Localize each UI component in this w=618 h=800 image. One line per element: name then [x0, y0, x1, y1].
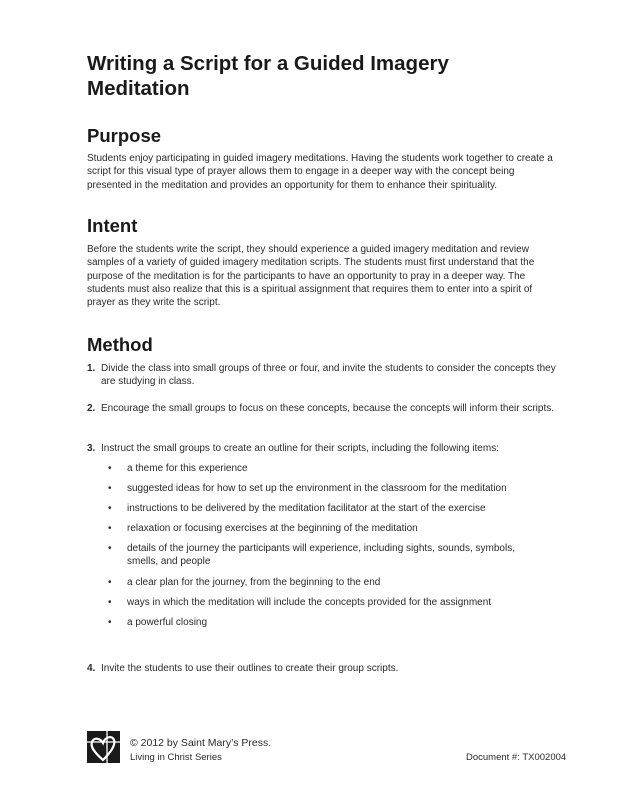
copyright-text: © 2012 by Saint Mary’s Press.: [130, 737, 272, 749]
series-name: Living in Christ Series: [130, 752, 222, 763]
outline-bullet-item: • suggested ideas for how to set up the environment in the classroom for the meditation: [108, 483, 507, 494]
step-text: Divide the class into small groups of three or four, and invite the students to consider the concepts they are studying in class.: [101, 363, 556, 388]
outline-bullet-item: • a theme for this experience: [108, 463, 248, 474]
step-text: Encourage the small groups to focus on these concepts, because the concepts will inform their scripts.: [101, 403, 555, 414]
outline-bullet-item: • relaxation or focusing exercises at the beginning of the meditation: [108, 523, 418, 534]
bullet-icon: •: [108, 523, 112, 534]
heart-cross-logo-icon: [87, 731, 120, 763]
bullet-icon: •: [108, 617, 112, 628]
document-number: Document #: TX002004: [466, 752, 567, 763]
step-text: Instruct the small groups to create an outline for their scripts, including the following items:: [101, 443, 499, 454]
outline-bullet-item: • details of the journey the participants will experience, including sights, sounds, symbols, smells, and people: [108, 543, 515, 568]
step-number: 1.: [87, 363, 96, 374]
purpose-text: Students enjoy participating in guided imagery meditations. Having the students work together to create a script for this visual type of prayer allows them to engage in a deeper way with the concept being presented in the meditation and provides an opportunity for them to enhance their spirituality.: [87, 153, 553, 191]
intent-heading: Intent: [87, 215, 138, 236]
bullet-icon: •: [108, 597, 112, 608]
bullet-icon: •: [108, 463, 112, 474]
purpose-heading: Purpose: [87, 125, 162, 146]
method-step: [87, 442, 557, 455]
bullet-icon: •: [108, 577, 112, 588]
outline-bullet-item: • a powerful closing: [108, 617, 208, 628]
outline-bullet-item: • ways in which the meditation will include the concepts provided for the assignment: [108, 597, 492, 608]
step-number: 2.: [87, 403, 96, 414]
bullet-icon: •: [108, 503, 112, 514]
step-number: 4.: [87, 663, 96, 674]
step-number: 3.: [87, 443, 96, 454]
page-title: Writing a Script for a Guided Imagery Meditation: [87, 52, 449, 100]
outline-bullet-item: • a clear plan for the journey, from the beginning to the end: [108, 577, 381, 588]
bullet-icon: •: [108, 483, 112, 494]
method-heading: Method: [87, 334, 153, 355]
method-step: [87, 362, 557, 389]
intent-text: Before the students write the script, they should experience a guided imagery meditation and review samples of a variety of guided imagery meditation scripts. The students must first understand that the purpose of the meditation is for the participants to have an opportunity to pray in a deeper way. The students must also realize that this is a spiritual assignment that requires them to enter into a spirit of prayer as they write the script.: [87, 244, 535, 309]
method-step: [87, 662, 557, 675]
method-step: [87, 402, 557, 415]
step-text: Invite the students to use their outlines to create their group scripts.: [101, 663, 399, 674]
outline-bullet-item: • instructions to be delivered by the meditation facilitator at the start of the exercise: [108, 503, 486, 514]
bullet-icon: •: [108, 543, 112, 554]
